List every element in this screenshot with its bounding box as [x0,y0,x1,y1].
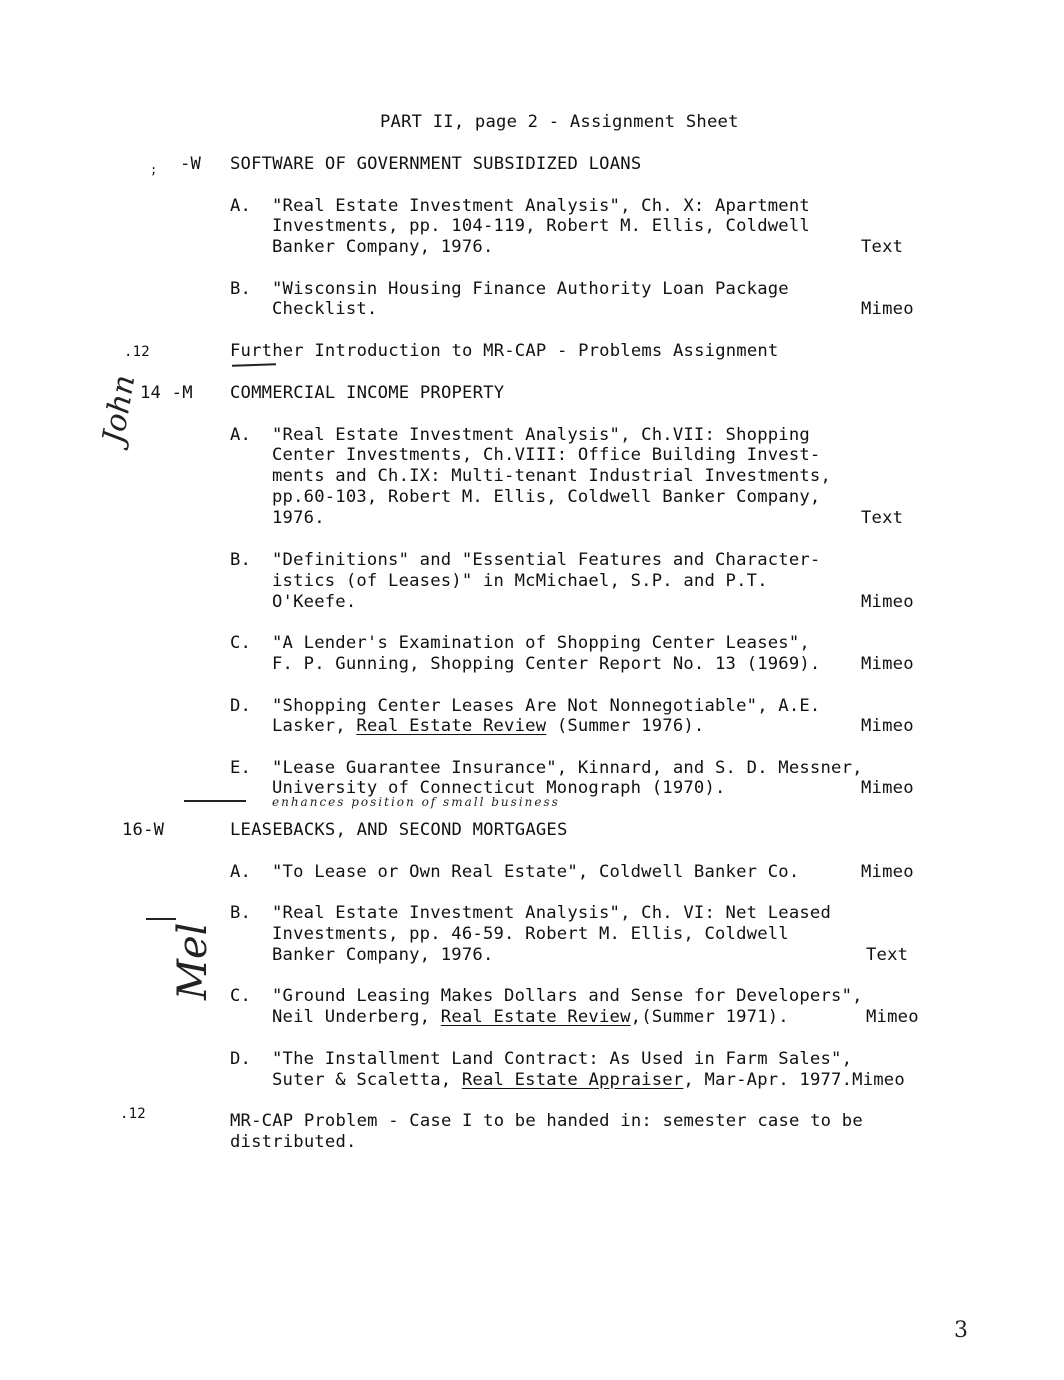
item-type: Mimeo [866,1007,919,1027]
section-title: COMMERCIAL INCOME PROPERTY [230,383,505,403]
item-type: Text [861,237,904,257]
item-line: "A Lender's Examination of Shopping Center Leases", [272,633,810,653]
item-type: Mimeo [861,862,914,882]
item-letter: A. [230,425,252,445]
item-line: "Shopping Center Leases Are Not Nonnegotiable", A.E. [272,696,821,716]
item-letter: B. [230,903,252,923]
item-type: Mimeo [861,592,914,612]
item-letter: D. [230,696,252,716]
text-run: , Mar-Apr. 1977. [683,1070,853,1090]
item-line: Banker Company, 1976. [272,237,494,257]
text-run: Suter & Scaletta, [272,1070,462,1090]
item-line [272,1007,789,1028]
closing-line: distributed. [230,1132,357,1152]
item-line: "Real Estate Investment Analysis", Ch. VI: Net Leased [272,903,832,923]
handwritten-note: enhances position of small business [272,795,560,809]
item-line [272,1070,905,1091]
page-title: PART II, page 2 - Assignment Sheet [380,112,739,132]
item-line: University of Connecticut Monograph (1970). [272,778,726,798]
text-run: ,(Summer 1971). [630,1007,789,1027]
item-line: "Definitions" and "Essential Features and Character- [272,550,821,570]
item-line: istics (of Leases)" in McMichael, S.P. and P.T. [272,571,768,591]
item-line: 1976. [272,508,325,528]
page-number: 3 [954,1318,968,1343]
item-line: Center Investments, Ch.VIII: Office Building Invest- [272,445,821,465]
section-marker: -W [180,154,202,174]
handwritten-note-john: John [96,372,143,447]
item-type: Mimeo [861,778,914,798]
section-marker: .12 [124,344,150,360]
item-type: Mimeo [861,654,914,674]
handwritten-dash [146,918,176,920]
item-line: "Real Estate Investment Analysis", Ch.VII: Shopping [272,425,810,445]
item-type: Text [861,508,904,528]
section-marker: 16-W [122,820,165,840]
item-letter: A. [230,862,252,882]
item-line: "Lease Guarantee Insurance", Kinnard, and S. D. Messner, [272,758,863,778]
item-letter: D. [230,1049,252,1069]
item-line: Checklist. [272,299,378,319]
item-letter: C. [230,986,252,1006]
item-line: O'Keefe. [272,592,357,612]
item-line: Investments, pp. 104-119, Robert M. Ellis, Coldwell [272,216,810,236]
underlined-title: Real Estate Review [440,1007,631,1027]
handwritten-dash [184,800,246,802]
closing-line: MR-CAP Problem - Case I to be handed in: semester case to be [230,1111,863,1131]
item-line: "Wisconsin Housing Finance Authority Loan Package [272,279,789,299]
section-marker: .12 [120,1106,146,1122]
item-line: ments and Ch.IX: Multi-tenant Industrial Investments, [272,466,832,486]
item-type: Text [866,945,909,965]
item-letter: C. [230,633,252,653]
item-letter: A. [230,196,252,216]
underlined-title: Real Estate Appraiser [461,1070,684,1090]
text-run: (Summer 1976). [546,716,705,736]
margin-tick: ; [150,163,158,177]
text-run: Neil Underberg, [272,1007,441,1027]
section-marker: 14 -M [140,383,193,403]
section-title: SOFTWARE OF GOVERNMENT SUBSIDIZED LOANS [230,154,642,174]
item-type: Mimeo [852,1070,905,1090]
section-title: Further Introduction to MR-CAP - Problems Assignment [230,341,779,361]
item-line: "Ground Leasing Makes Dollars and Sense for Developers", [272,986,863,1006]
item-line [272,716,704,737]
item-type: Mimeo [861,716,914,736]
item-line: "To Lease or Own Real Estate", Coldwell Banker Co. [272,862,800,882]
section-title: LEASEBACKS, AND SECOND MORTGAGES [230,820,568,840]
item-line: Banker Company, 1976. [272,945,494,965]
item-line: F. P. Gunning, Shopping Center Report No. 13 (1969). [272,654,821,674]
underlined-title: Real Estate Review [356,716,547,736]
item-line: Investments, pp. 46-59. Robert M. Ellis, Coldwell [272,924,789,944]
item-letter: E. [230,758,252,778]
item-letter: B. [230,279,252,299]
item-line: pp.60-103, Robert M. Ellis, Coldwell Banker Company, [272,487,821,507]
item-line: "Real Estate Investment Analysis", Ch. X: Apartment [272,196,810,216]
item-letter: B. [230,550,252,570]
handwritten-underline [232,363,276,366]
item-line: "The Installment Land Contract: As Used in Farm Sales", [272,1049,853,1069]
item-type: Mimeo [861,299,914,319]
text-run: Lasker, [272,716,357,736]
handwritten-note-mel: Mel [170,922,216,1000]
